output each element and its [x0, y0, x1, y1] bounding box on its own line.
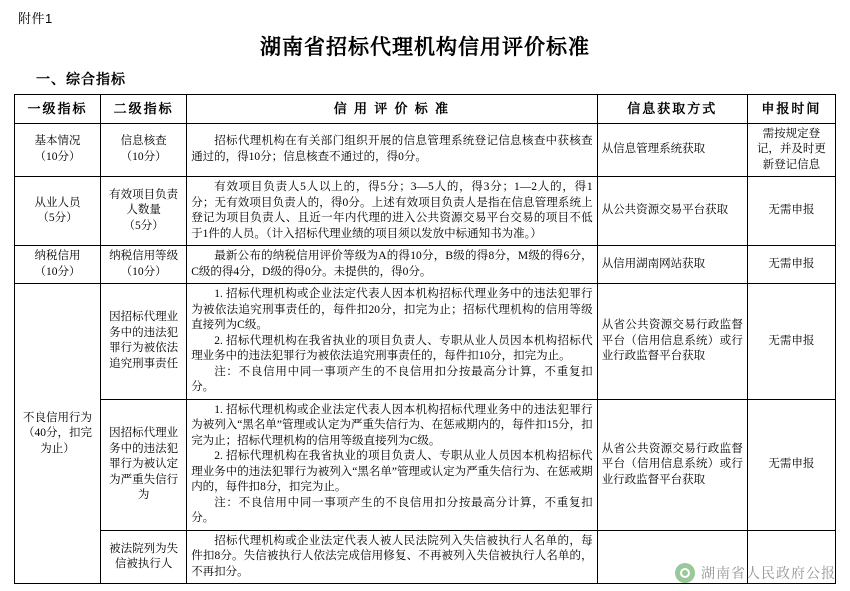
cell-apply-time — [747, 530, 835, 584]
table-body — [15, 123, 836, 584]
cell-criteria: 1. 招标代理机构或企业法定代表人因本机构招标代理业务中的违法犯罪行为被依法追究刑事责任的，每件扣20分，扣完为止；招标代理机构的信用等级直接列为C级。 2. 招标代理机构在我省执业的项目负责人、专职从业人员因本机构招标代理业务中的违法犯罪行为被依法追究刑事责任的，每件扣10分，扣完为止。 注：不良信用中同一事项产生的不良信用扣分按最高分计算，不重复扣分。 — [187, 284, 598, 400]
watermark-label: 湖南省人民政府公报 — [701, 567, 836, 582]
cell-apply-time: 无需申报 — [747, 399, 835, 530]
table-row — [15, 284, 836, 400]
page-title: 湖南省招标代理机构信用评价标准 — [260, 35, 590, 59]
column-header-source: 信息获取方式 — [597, 95, 747, 124]
table-row — [15, 246, 836, 284]
cell-source: 从省公共资源交易行政监督平台（信用信息系统）或行业行政监督平台获取 — [597, 399, 747, 530]
section-heading: 一、综合指标 — [36, 73, 126, 88]
attachment-label: 附件1 — [18, 11, 53, 26]
cell-level2: 因招标代理业务中的违法犯罪行为被认定为严重失信行为 — [101, 399, 187, 530]
credit-evaluation-table — [14, 94, 836, 584]
cell-apply-time: 无需申报 — [747, 177, 835, 246]
cell-level2: 信息核查 （10分） — [101, 123, 187, 177]
table-row — [15, 530, 836, 584]
cell-criteria: 招标代理机构在有关部门组织开展的信息管理系统登记信息核查中获核查通过的，得10分；信息核查不通过的，得0分。 — [187, 123, 598, 177]
cell-level1: 从业人员 （5分） — [15, 177, 101, 246]
cell-source: 从信用湖南网站获取 — [597, 246, 747, 284]
cell-source: 从信息管理系统获取 — [597, 123, 747, 177]
table-header — [15, 95, 836, 124]
cell-apply-time: 需按规定登记，并及时更新登记信息 — [747, 123, 835, 177]
cell-level2: 纳税信用等级 （10分） — [101, 246, 187, 284]
cell-criteria: 最新公布的纳税信用评价等级为A的得10分，B级的得8分，M级的得6分，C级的得4分，D级的得0分。未提供的，得0分。 — [187, 246, 598, 284]
cell-apply-time: 无需申报 — [747, 284, 835, 400]
cell-criteria: 1. 招标代理机构或企业法定代表人因本机构招标代理业务中的违法犯罪行为被列入“黑名单”管理或认定为严重失信行为、在惩戒期内的，每件扣15分，扣完为止；招标代理机构的信用等级直接列为C级。 2. 招标代理机构在我省执业的项目负责人、专职从业人员因本机构招标代理业务中的违法犯罪行为被列入“黑名单”管理或认定为严重失信行为、在惩戒期内的，每件扣8分，扣完为止。 注：不良信用中同一事项产生的不良信用扣分按最高分计算，不重复扣分。 — [187, 399, 598, 530]
column-header-level2: 二级指标 — [101, 95, 187, 124]
cell-level2: 有效项目负责人数量 （5分） — [101, 177, 187, 246]
cell-level1: 纳税信用 （10分） — [15, 246, 101, 284]
cell-source: 从省公共资源交易行政监督平台（信用信息系统）或行业行政监督平台获取 — [597, 284, 747, 400]
table-header-row — [15, 95, 836, 124]
cell-level1: 基本情况 （10分） — [15, 123, 101, 177]
cell-level2: 被法院列为失信被执行人 — [101, 530, 187, 584]
cell-source — [597, 530, 747, 584]
cell-level1: 不良信用行为 （40分，扣完为止） — [15, 284, 101, 584]
column-header-criteria: 信 用 评 价 标 准 — [187, 95, 598, 124]
table-row — [15, 177, 836, 246]
column-header-level1: 一级指标 — [15, 95, 101, 124]
cell-apply-time: 无需申报 — [747, 246, 835, 284]
cell-source: 从公共资源交易平台获取 — [597, 177, 747, 246]
cell-level2: 因招标代理业务中的违法犯罪行为被依法追究刑事责任 — [101, 284, 187, 400]
table-row — [15, 399, 836, 530]
cell-criteria: 招标代理机构或企业法定代表人被人民法院列入失信被执行人名单的，每件扣8分。失信被执行人依法完成信用修复、不再被列入失信被执行人名单的，不再扣分。 — [187, 530, 598, 584]
table-row — [15, 123, 836, 177]
column-header-apply-time: 申报时间 — [747, 95, 835, 124]
cell-criteria: 有效项目负责人5人以上的，得5分；3—5人的，得3分；1—2人的，得1分；无有效项目负责人的，得0分。上述有效项目负责人是指在信息管理系统上登记为项目负责人、且近一年内代理的进入公共资源交易平台交易的项目不低于1件的人员。（计入招标代理业绩的项目须以发放中标通知书为准。） — [187, 177, 598, 246]
